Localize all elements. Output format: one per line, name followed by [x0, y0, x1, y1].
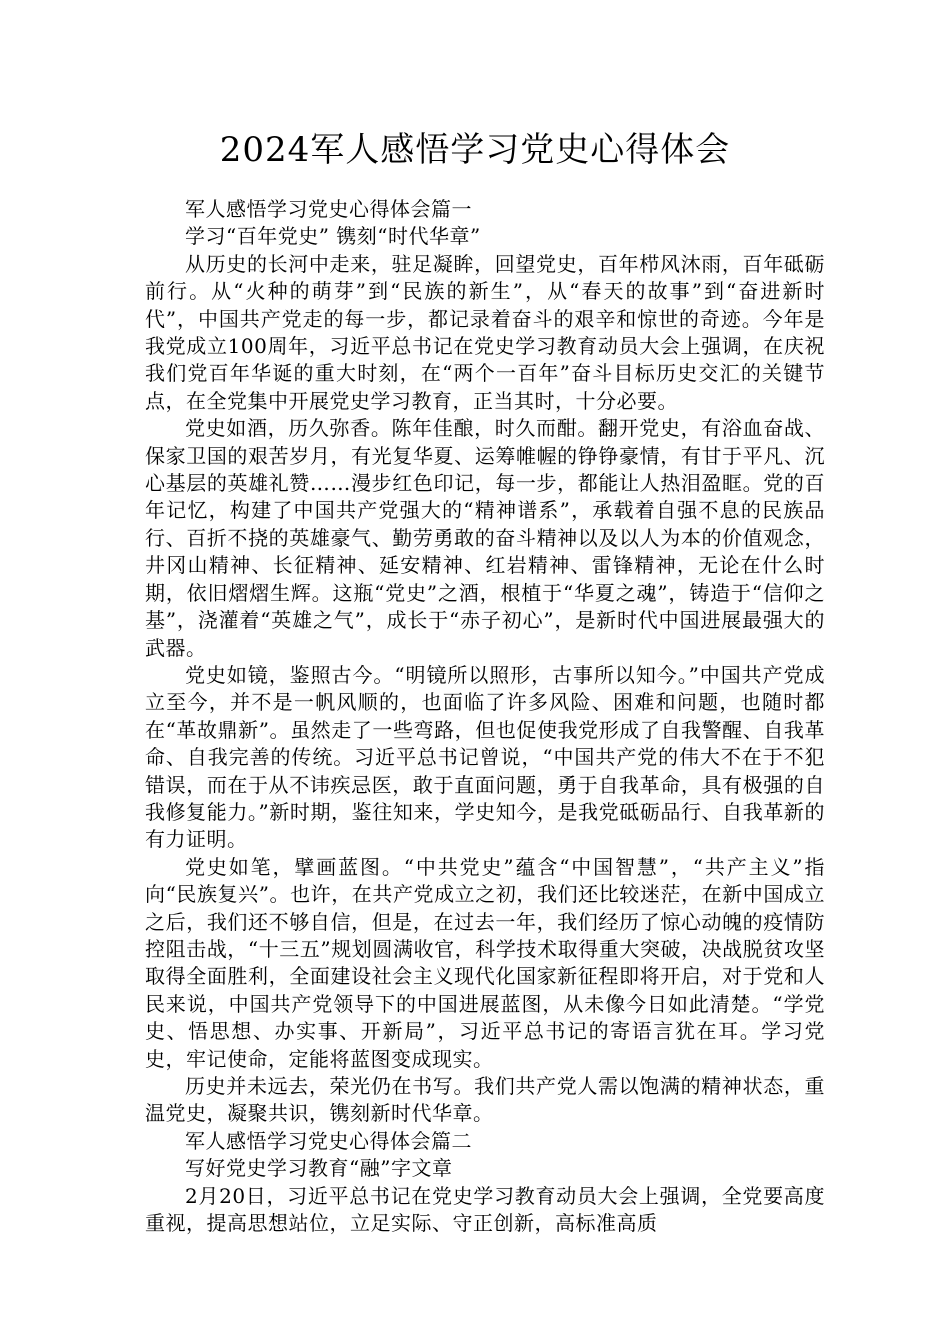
section-heading-2: 军人感悟学习党史心得体会篇二	[185, 1128, 472, 1153]
article-title-1: 学习“百年党史” 镌刻“时代华章”	[185, 224, 481, 249]
article-title-2: 写好党史学习教育“融”字文章	[185, 1156, 453, 1181]
paragraph: 党史如笔，擘画蓝图。“中共党史”蕴含“中国智慧”，“共产主义”指向“民族复兴”。也许，在共产党成立之初，我们还比较迷茫，在新中国成立之后，我们还不够自信，但是，在过去一年，我们经历了惊心动魄的疫情防控阻击战，“十三五”规划圆满收官，科学技术取得重大突破，决战脱贫攻坚取得全面胜利，全面建设社会主义现代化国家新征程即将开启，对于党和人民来说，中国共产党领导下的中国进展蓝图，从未像今日如此清楚。“学党史、悟思想、办实事、开新局”，习近平总书记的寄语言犹在耳。学习党史，牢记使命，定能将蓝图变成现实。	[145, 854, 825, 1071]
section-heading-1: 军人感悟学习党史心得体会篇一	[185, 197, 472, 221]
document-title: 2024军人感悟学习党史心得体会	[219, 130, 731, 170]
paragraph: 党史如酒，历久弥香。陈年佳酿，时久而酣。翻开党史，有浴血奋战、保家卫国的艰苦岁月，有光复华夏、运筹帷幄的铮铮豪情，有甘于平凡、沉心基层的英雄礼赞……漫步红色印记，每一步，都能让人热泪盈眶。党的百年记忆，构建了中国共产党强大的“精神谱系”，承载着自强不息的民族品行、百折不挠的英雄豪气、勤劳勇敢的奋斗精神以及以人为本的价值观念，井冈山精神、长征精神、延安精神、红岩精神、雷锋精神，无论在什么时期，依旧熠熠生辉。这瓶“党史”之酒，根植于“华夏之魂”，铸造于“信仰之基”，浇灌着“英雄之气”，成长于“赤子初心”，是新时代中国进展最强大的武器。	[145, 416, 825, 660]
paragraph: 党史如镜，鉴照古今。“明镜所以照形，古事所以知今。”中国共产党成立至今，并不是一帆风顺的，也面临了许多风险、困难和问题，也随时都在“革故鼎新”。虽然走了一些弯路，但也促使我党形成了自我警醒、自我革命、自我完善的传统。习近平总书记曾说，“中国共产党的伟大不在于不犯错误，而在于从不讳疾忌医，敢于直面问题，勇于自我革命，具有极强的自我修复能力。”新时期，鉴往知来，学史知今，是我党砥砺品行、自我革新的有力证明。	[145, 662, 825, 852]
paragraph: 2月20日，习近平总书记在党史学习教育动员大会上强调，全党要高度重视，提高思想站位，立足实际、守正创新，高标准高质	[145, 1183, 825, 1236]
paragraph: 从历史的长河中走来，驻足凝眸，回望党史，百年栉风沐雨，百年砥砺前行。从“火种的萌芽”到“民族的新生”，从“春天的故事”到“奋进新时代”，中国共产党走的每一步，都记录着奋斗的艰辛和惊世的奇迹。今年是我党成立100周年，习近平总书记在党史学习教育动员大会上强调，在庆祝我们党百年华诞的重大时刻，在“两个一百年”奋斗目标历史交汇的关键节点，在全党集中开展党史学习教育，正当其时，十分必要。	[145, 251, 825, 413]
paragraph: 历史并未远去，荣光仍在书写。我们共产党人需以饱满的精神状态，重温党史，凝聚共识，镌刻新时代华章。	[145, 1074, 825, 1126]
document-body	[145, 196, 825, 1237]
